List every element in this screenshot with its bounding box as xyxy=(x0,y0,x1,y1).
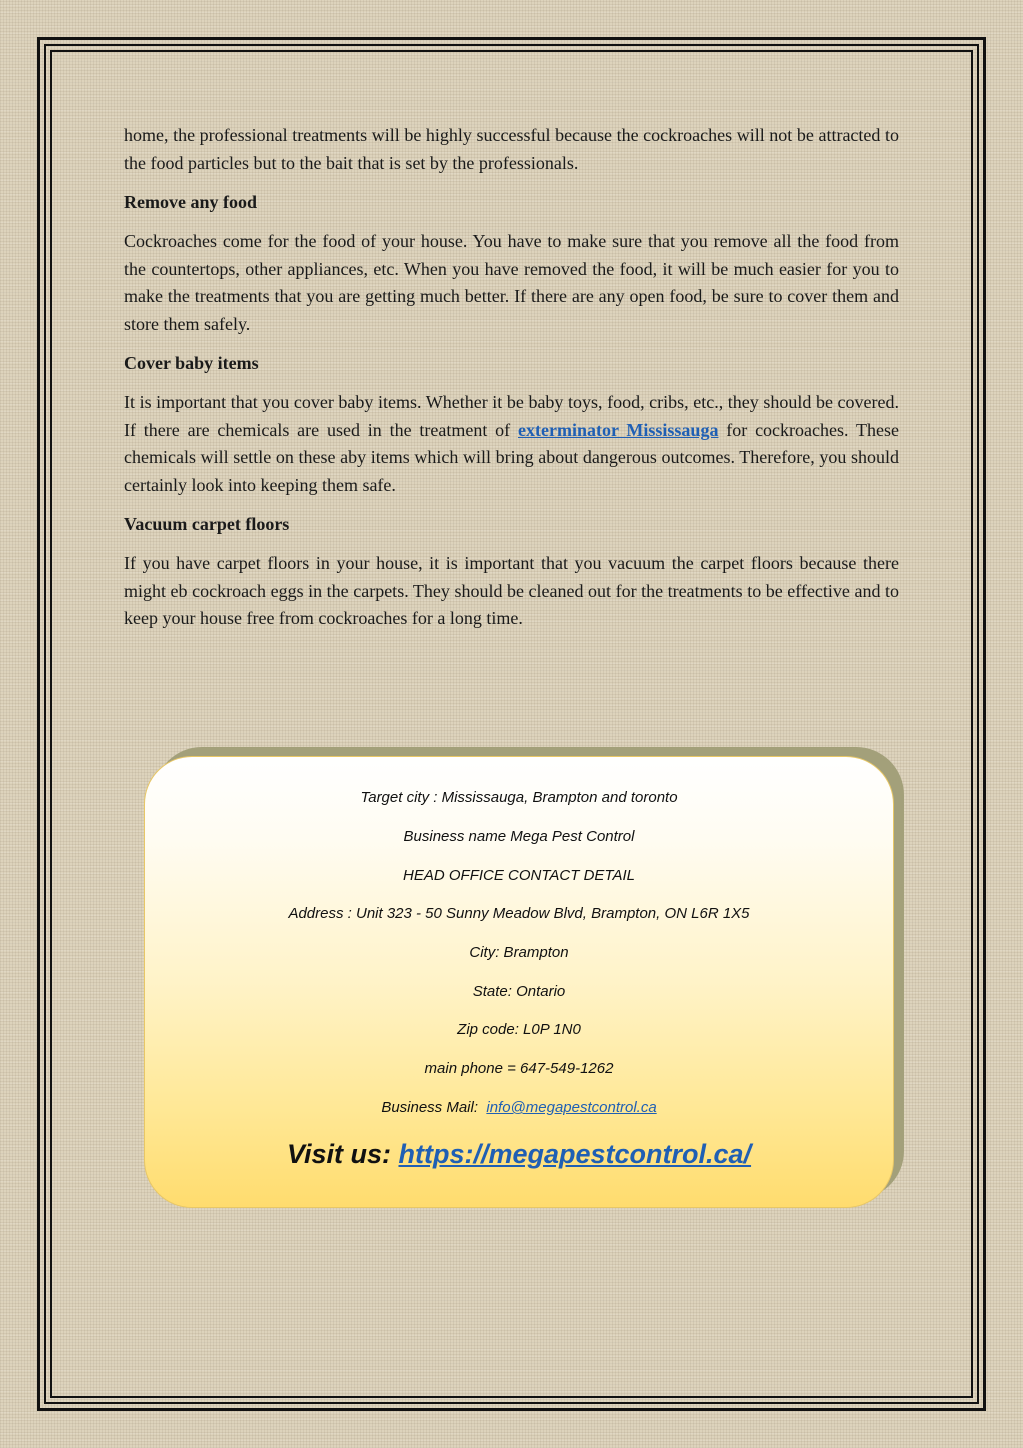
visit-us-label: Visit us: xyxy=(286,1139,399,1169)
head-office-title: HEAD OFFICE CONTACT DETAIL xyxy=(403,867,635,884)
address: Address : Unit 323 - 50 Sunny Meadow Blvd, Brampton, ON L6R 1X5 xyxy=(288,905,750,922)
main-phone: main phone = 647-549-1262 xyxy=(424,1060,614,1077)
paragraph-text-after-link: for cockroaches. These chemicals will settle on these aby items which will bring about dangerous outcomes. Therefore, you should certainly look into keeping them safe. xyxy=(124,419,899,495)
heading-remove-food: Remove any food xyxy=(124,192,257,212)
state: State: Ontario xyxy=(472,983,566,1000)
zip-code: Zip code: L0P 1N0 xyxy=(457,1021,581,1038)
website-link[interactable]: https://megapestcontrol.ca/ xyxy=(398,1139,752,1169)
contact-card xyxy=(144,756,894,1208)
heading-vacuum-carpet: Vacuum carpet floors xyxy=(124,514,290,534)
paragraph-vacuum-carpet: If you have carpet floors in your house, it is important that you vacuum the carpet floors because there might eb cockroach eggs in the carpets. They should be cleaned out for the treatments to be effective and to keep your house free from cockroaches for a long time. xyxy=(124,553,899,628)
city: City: Brampton xyxy=(469,944,569,961)
article-body xyxy=(124,122,899,644)
business-mail-link[interactable]: info@megapestcontrol.ca xyxy=(486,1099,657,1116)
visit-us xyxy=(145,1137,893,1171)
target-city: Target city : Mississauga, Brampton and toronto xyxy=(360,789,678,806)
paragraph-text-before-link: It is important that you cover baby items. Whether it be baby toys, food, cribs, etc., they should be covered. If there are chemicals are used in the treatment of xyxy=(124,392,899,440)
paragraph-remove-food: Cockroaches come for the food of your house. You have to make sure that you remove all the food from the countertops, other appliances, etc. When you have removed the food, it will be much easier for you to make the treatments that you are getting much better. If there are any open food, be sure to cover them and store them safely. xyxy=(124,231,899,334)
business-mail-label: Business Mail: xyxy=(381,1099,487,1116)
business-name: Business name Mega Pest Control xyxy=(403,828,635,845)
business-mail xyxy=(145,1098,893,1118)
paragraph-cover-baby-items xyxy=(124,389,899,499)
intro-paragraph: home, the professional treatments will be highly successful because the cockroaches will not be attracted to the food particles but to the bait that is set by the professionals. xyxy=(124,125,899,173)
exterminator-mississauga-link[interactable]: exterminator Mississauga xyxy=(517,419,719,440)
heading-cover-baby-items: Cover baby items xyxy=(124,353,259,373)
